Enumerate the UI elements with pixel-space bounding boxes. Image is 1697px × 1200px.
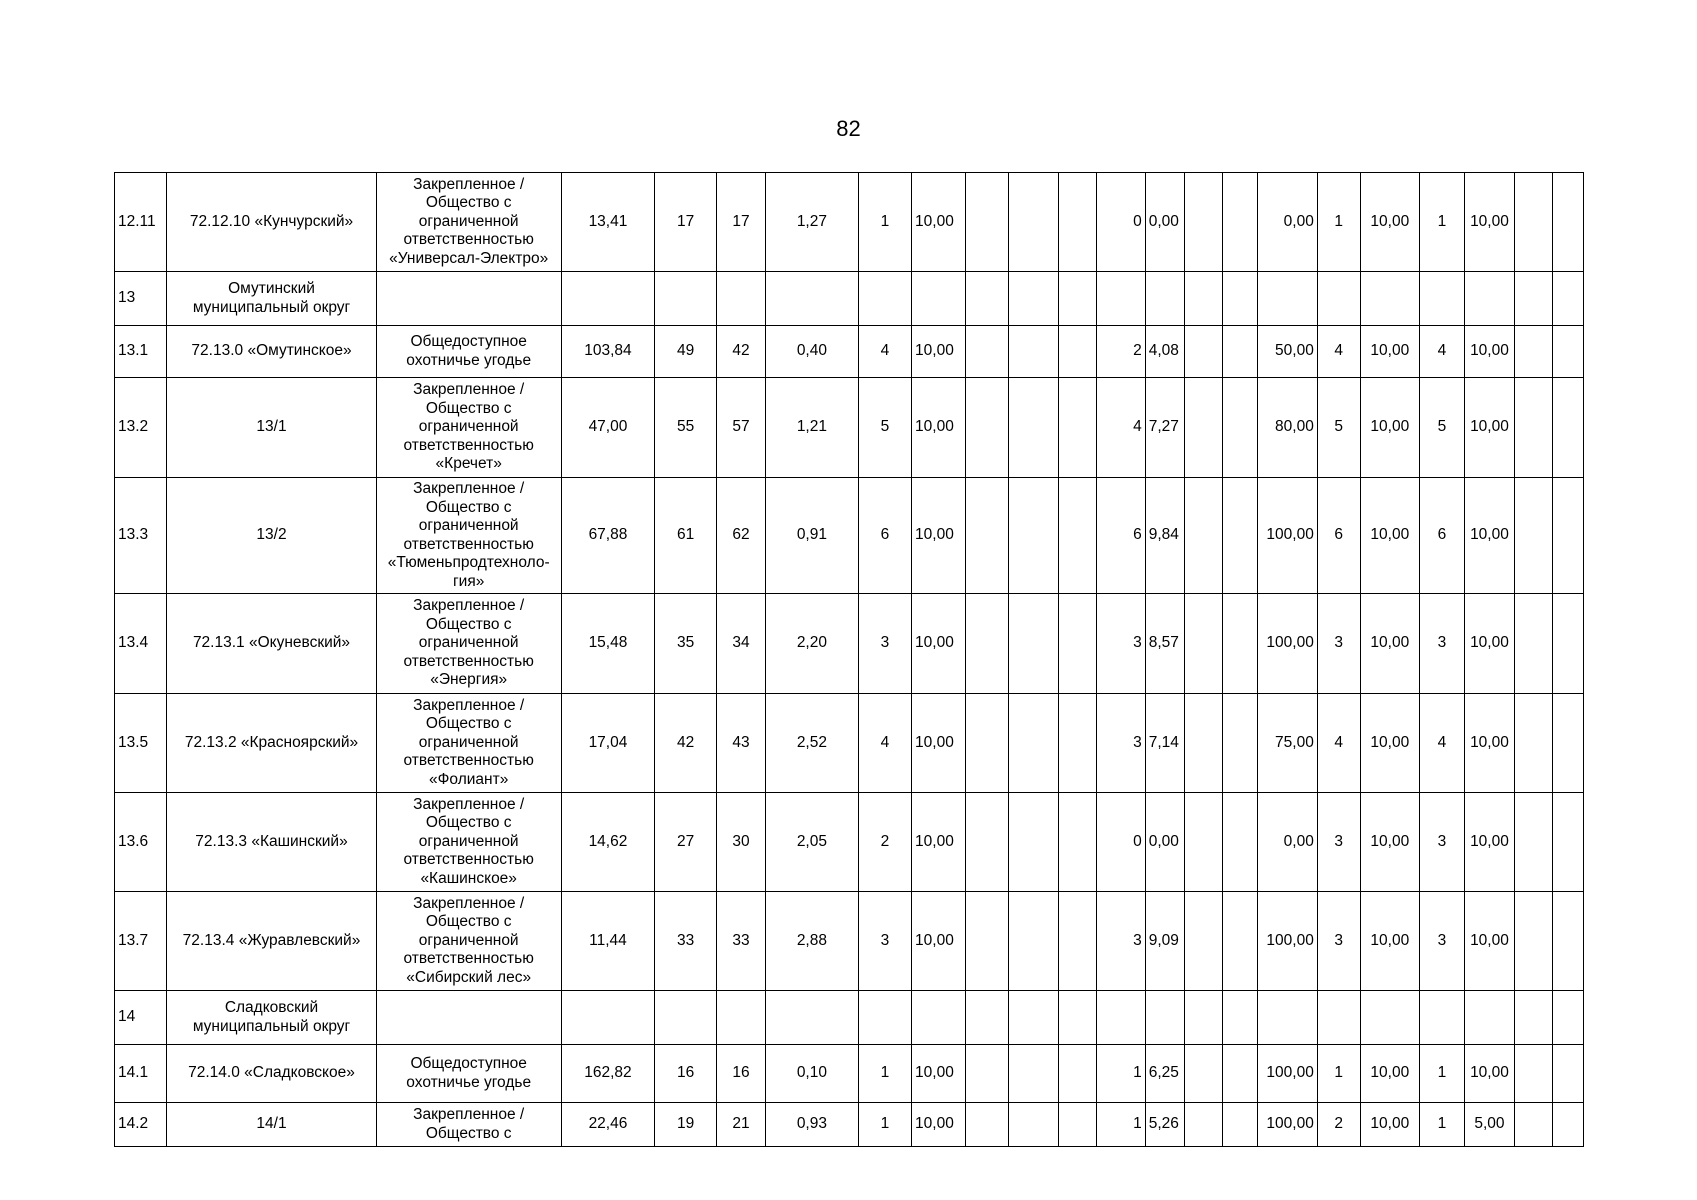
cell-used-pct: 100,00 (1258, 1045, 1317, 1103)
cell-category: Закрепленное / Общество с (376, 1103, 561, 1147)
cell-blank-3 (1059, 991, 1097, 1045)
cell-blank-6 (1515, 478, 1553, 594)
cell-area (561, 991, 655, 1045)
cell-area: 13,41 (561, 173, 655, 272)
cell-limit-b (1420, 991, 1465, 1045)
cell-issued: 3 (1096, 694, 1145, 793)
cell-num: 14.2 (115, 1103, 167, 1147)
cell-num: 13.1 (115, 326, 167, 378)
cell-blank-5 (1222, 694, 1257, 793)
cell-issued-pct: 7,14 (1145, 694, 1185, 793)
cell-blank-2 (1009, 793, 1059, 892)
cell-blank-5 (1222, 991, 1257, 1045)
cell-density: 0,40 (765, 326, 858, 378)
cell-quota-pct (912, 991, 966, 1045)
cell-blank-7 (1552, 378, 1583, 478)
cell-blank-6 (1515, 793, 1553, 892)
cell-limit-b: 3 (1420, 892, 1465, 991)
cell-used-pct: 0,00 (1258, 173, 1317, 272)
cell-used-pct: 100,00 (1258, 478, 1317, 594)
cell-limit-b: 5 (1420, 378, 1465, 478)
cell-quota-pct: 10,00 (912, 478, 966, 594)
cell-category: Закрепленное / Общество с ограниченной ответственностью «Фолиант» (376, 694, 561, 793)
cell-limit-b-pct: 10,00 (1464, 793, 1514, 892)
cell-blank-7 (1552, 1045, 1583, 1103)
cell-limit-a: 4 (1317, 694, 1360, 793)
cell-issued-pct (1145, 991, 1185, 1045)
cell-blank-7 (1552, 326, 1583, 378)
cell-count-b: 62 (716, 478, 765, 594)
cell-count-b: 30 (716, 793, 765, 892)
cell-area: 17,04 (561, 694, 655, 793)
table-row (115, 173, 1584, 272)
cell-issued-pct: 9,09 (1145, 892, 1185, 991)
cell-category (376, 991, 561, 1045)
cell-area-code: 72.13.2 «Красноярский» (167, 694, 377, 793)
cell-blank-2 (1009, 1045, 1059, 1103)
cell-blank-1 (966, 793, 1009, 892)
cell-limit-a-pct: 10,00 (1360, 1045, 1419, 1103)
cell-count-a: 42 (655, 694, 717, 793)
table-row (115, 1103, 1584, 1147)
cell-issued-pct: 0,00 (1145, 793, 1185, 892)
cell-limit-a-pct: 10,00 (1360, 892, 1419, 991)
data-table (114, 172, 1584, 1147)
cell-blank-6 (1515, 272, 1553, 326)
cell-issued-pct: 4,08 (1145, 326, 1185, 378)
cell-num: 13 (115, 272, 167, 326)
cell-count-a: 49 (655, 326, 717, 378)
table-row (115, 272, 1584, 326)
cell-count-a: 35 (655, 594, 717, 694)
cell-quota-pct: 10,00 (912, 694, 966, 793)
table-row (115, 326, 1584, 378)
cell-density: 2,05 (765, 793, 858, 892)
cell-blank-1 (966, 594, 1009, 694)
cell-category: Общедоступное охотничье угодье (376, 1045, 561, 1103)
cell-num: 13.4 (115, 594, 167, 694)
cell-num: 14 (115, 991, 167, 1045)
table-row (115, 594, 1584, 694)
cell-density: 2,20 (765, 594, 858, 694)
cell-area: 15,48 (561, 594, 655, 694)
cell-category: Закрепленное / Общество с ограниченной ответственностью «Универсал-Электро» (376, 173, 561, 272)
cell-blank-2 (1009, 694, 1059, 793)
cell-count-b: 16 (716, 1045, 765, 1103)
cell-quota-pct: 10,00 (912, 1045, 966, 1103)
table-row (115, 694, 1584, 793)
cell-blank-5 (1222, 272, 1257, 326)
cell-issued: 0 (1096, 173, 1145, 272)
cell-count-a (655, 991, 717, 1045)
cell-limit-b-pct: 10,00 (1464, 892, 1514, 991)
cell-blank-3 (1059, 892, 1097, 991)
cell-area (561, 272, 655, 326)
cell-blank-2 (1009, 326, 1059, 378)
cell-category: Общедоступное охотничье угодье (376, 326, 561, 378)
cell-blank-7 (1552, 173, 1583, 272)
cell-issued-pct: 8,57 (1145, 594, 1185, 694)
cell-blank-7 (1552, 694, 1583, 793)
cell-limit-a-pct: 10,00 (1360, 793, 1419, 892)
cell-count-a: 33 (655, 892, 717, 991)
cell-blank-1 (966, 892, 1009, 991)
cell-density: 0,93 (765, 1103, 858, 1147)
cell-limit-b: 3 (1420, 793, 1465, 892)
table-row (115, 892, 1584, 991)
cell-limit-a-pct: 10,00 (1360, 1103, 1419, 1147)
cell-blank-2 (1009, 991, 1059, 1045)
cell-limit-b: 1 (1420, 173, 1465, 272)
cell-limit-a-pct: 10,00 (1360, 173, 1419, 272)
cell-limit-b-pct: 10,00 (1464, 694, 1514, 793)
cell-count-b: 21 (716, 1103, 765, 1147)
cell-num: 14.1 (115, 1045, 167, 1103)
cell-blank-1 (966, 1045, 1009, 1103)
cell-count-a: 61 (655, 478, 717, 594)
cell-limit-b: 6 (1420, 478, 1465, 594)
cell-category: Закрепленное / Общество с ограниченной ответственностью «Энергия» (376, 594, 561, 694)
cell-num: 13.5 (115, 694, 167, 793)
table-row (115, 478, 1584, 594)
cell-blank-3 (1059, 478, 1097, 594)
cell-quota: 5 (858, 378, 911, 478)
cell-issued-pct (1145, 272, 1185, 326)
cell-area: 22,46 (561, 1103, 655, 1147)
cell-blank-2 (1009, 1103, 1059, 1147)
cell-limit-a: 6 (1317, 478, 1360, 594)
cell-blank-3 (1059, 173, 1097, 272)
cell-quota (858, 272, 911, 326)
cell-blank-4 (1185, 793, 1223, 892)
cell-quota: 1 (858, 1103, 911, 1147)
cell-quota-pct: 10,00 (912, 892, 966, 991)
cell-blank-1 (966, 1103, 1009, 1147)
cell-area-code: 13/1 (167, 378, 377, 478)
cell-blank-5 (1222, 173, 1257, 272)
cell-num: 12.11 (115, 173, 167, 272)
cell-quota: 2 (858, 793, 911, 892)
cell-area-code: 14/1 (167, 1103, 377, 1147)
cell-quota: 4 (858, 694, 911, 793)
cell-blank-3 (1059, 594, 1097, 694)
cell-quota: 4 (858, 326, 911, 378)
cell-blank-3 (1059, 272, 1097, 326)
cell-quota-pct: 10,00 (912, 1103, 966, 1147)
cell-quota: 3 (858, 594, 911, 694)
cell-limit-b-pct (1464, 991, 1514, 1045)
cell-limit-a: 2 (1317, 1103, 1360, 1147)
cell-blank-7 (1552, 272, 1583, 326)
cell-blank-4 (1185, 991, 1223, 1045)
cell-count-b: 33 (716, 892, 765, 991)
cell-category: Закрепленное / Общество с ограниченной ответственностью «Кречет» (376, 378, 561, 478)
cell-blank-4 (1185, 594, 1223, 694)
cell-limit-a-pct (1360, 272, 1419, 326)
cell-blank-1 (966, 478, 1009, 594)
cell-blank-2 (1009, 478, 1059, 594)
cell-limit-b-pct: 5,00 (1464, 1103, 1514, 1147)
cell-blank-2 (1009, 173, 1059, 272)
table-row (115, 991, 1584, 1045)
cell-density (765, 991, 858, 1045)
cell-area: 47,00 (561, 378, 655, 478)
cell-quota: 3 (858, 892, 911, 991)
cell-count-a: 55 (655, 378, 717, 478)
cell-used-pct: 80,00 (1258, 378, 1317, 478)
cell-blank-3 (1059, 694, 1097, 793)
table-row (115, 793, 1584, 892)
cell-issued-pct: 0,00 (1145, 173, 1185, 272)
cell-area-code: 72.13.1 «Окуневский» (167, 594, 377, 694)
cell-blank-1 (966, 173, 1009, 272)
cell-issued: 2 (1096, 326, 1145, 378)
cell-limit-a-pct: 10,00 (1360, 378, 1419, 478)
cell-count-a: 17 (655, 173, 717, 272)
cell-blank-4 (1185, 326, 1223, 378)
cell-blank-6 (1515, 1045, 1553, 1103)
cell-limit-b: 4 (1420, 326, 1465, 378)
cell-count-b: 57 (716, 378, 765, 478)
cell-area: 14,62 (561, 793, 655, 892)
cell-limit-b-pct: 10,00 (1464, 1045, 1514, 1103)
cell-used-pct: 75,00 (1258, 694, 1317, 793)
cell-blank-7 (1552, 478, 1583, 594)
cell-issued: 1 (1096, 1103, 1145, 1147)
cell-blank-1 (966, 991, 1009, 1045)
cell-blank-2 (1009, 272, 1059, 326)
cell-category: Закрепленное / Общество с ограниченной ответственностью «Сибирский лес» (376, 892, 561, 991)
cell-used-pct: 100,00 (1258, 1103, 1317, 1147)
cell-blank-6 (1515, 892, 1553, 991)
cell-density (765, 272, 858, 326)
cell-num: 13.2 (115, 378, 167, 478)
cell-num: 13.3 (115, 478, 167, 594)
cell-area-code: 72.13.0 «Омутинское» (167, 326, 377, 378)
cell-blank-4 (1185, 378, 1223, 478)
cell-category: Закрепленное / Общество с ограниченной ответственностью «Тюменьпродтехноло-гия» (376, 478, 561, 594)
cell-blank-4 (1185, 892, 1223, 991)
cell-limit-b: 1 (1420, 1045, 1465, 1103)
cell-used-pct (1258, 991, 1317, 1045)
cell-count-b (716, 991, 765, 1045)
cell-used-pct: 50,00 (1258, 326, 1317, 378)
cell-limit-a-pct: 10,00 (1360, 594, 1419, 694)
cell-count-b: 42 (716, 326, 765, 378)
cell-used-pct: 0,00 (1258, 793, 1317, 892)
cell-limit-a (1317, 991, 1360, 1045)
cell-density: 2,88 (765, 892, 858, 991)
cell-area-code: 72.13.3 «Кашинский» (167, 793, 377, 892)
cell-density: 1,21 (765, 378, 858, 478)
cell-count-b: 17 (716, 173, 765, 272)
cell-count-b (716, 272, 765, 326)
cell-blank-1 (966, 378, 1009, 478)
cell-blank-6 (1515, 694, 1553, 793)
table-row (115, 378, 1584, 478)
cell-count-a: 16 (655, 1045, 717, 1103)
cell-quota-pct: 10,00 (912, 378, 966, 478)
cell-quota-pct: 10,00 (912, 326, 966, 378)
cell-blank-5 (1222, 1045, 1257, 1103)
cell-area: 11,44 (561, 892, 655, 991)
cell-limit-b-pct: 10,00 (1464, 378, 1514, 478)
cell-blank-2 (1009, 378, 1059, 478)
cell-limit-a: 3 (1317, 892, 1360, 991)
cell-used-pct: 100,00 (1258, 892, 1317, 991)
cell-area: 103,84 (561, 326, 655, 378)
cell-area-code: Сладковский муниципальный округ (167, 991, 377, 1045)
cell-blank-5 (1222, 594, 1257, 694)
cell-blank-3 (1059, 378, 1097, 478)
cell-quota-pct (912, 272, 966, 326)
cell-blank-4 (1185, 694, 1223, 793)
cell-area-code: 72.14.0 «Сладковское» (167, 1045, 377, 1103)
cell-category: Закрепленное / Общество с ограниченной ответственностью «Кашинское» (376, 793, 561, 892)
cell-limit-b-pct: 10,00 (1464, 594, 1514, 694)
cell-area-code: 72.13.4 «Журавлевский» (167, 892, 377, 991)
cell-blank-5 (1222, 326, 1257, 378)
cell-blank-5 (1222, 1103, 1257, 1147)
cell-area-code: 72.12.10 «Кунчурский» (167, 173, 377, 272)
cell-issued: 4 (1096, 378, 1145, 478)
cell-issued: 0 (1096, 793, 1145, 892)
cell-blank-3 (1059, 326, 1097, 378)
cell-limit-a: 3 (1317, 793, 1360, 892)
cell-issued: 1 (1096, 1045, 1145, 1103)
cell-blank-4 (1185, 478, 1223, 594)
cell-count-b: 43 (716, 694, 765, 793)
cell-blank-2 (1009, 594, 1059, 694)
cell-blank-1 (966, 326, 1009, 378)
cell-area: 67,88 (561, 478, 655, 594)
cell-quota: 1 (858, 1045, 911, 1103)
cell-limit-b (1420, 272, 1465, 326)
cell-quota-pct: 10,00 (912, 173, 966, 272)
cell-limit-a: 4 (1317, 326, 1360, 378)
cell-blank-6 (1515, 326, 1553, 378)
cell-blank-6 (1515, 1103, 1553, 1147)
cell-limit-a: 5 (1317, 378, 1360, 478)
cell-count-a (655, 272, 717, 326)
cell-issued: 3 (1096, 594, 1145, 694)
cell-density: 0,91 (765, 478, 858, 594)
cell-issued (1096, 991, 1145, 1045)
cell-limit-b: 4 (1420, 694, 1465, 793)
cell-blank-5 (1222, 793, 1257, 892)
cell-density: 2,52 (765, 694, 858, 793)
cell-density: 0,10 (765, 1045, 858, 1103)
cell-blank-6 (1515, 991, 1553, 1045)
cell-limit-a (1317, 272, 1360, 326)
cell-issued: 3 (1096, 892, 1145, 991)
cell-num: 13.7 (115, 892, 167, 991)
cell-blank-4 (1185, 272, 1223, 326)
cell-count-b: 34 (716, 594, 765, 694)
cell-blank-6 (1515, 378, 1553, 478)
cell-num: 13.6 (115, 793, 167, 892)
cell-quota-pct: 10,00 (912, 594, 966, 694)
cell-blank-5 (1222, 378, 1257, 478)
cell-limit-b: 3 (1420, 594, 1465, 694)
cell-quota-pct: 10,00 (912, 793, 966, 892)
cell-blank-3 (1059, 793, 1097, 892)
cell-issued: 6 (1096, 478, 1145, 594)
cell-blank-7 (1552, 991, 1583, 1045)
cell-area: 162,82 (561, 1045, 655, 1103)
cell-quota (858, 991, 911, 1045)
cell-limit-a-pct: 10,00 (1360, 478, 1419, 594)
cell-quota: 1 (858, 173, 911, 272)
cell-category (376, 272, 561, 326)
cell-blank-1 (966, 694, 1009, 793)
cell-blank-2 (1009, 892, 1059, 991)
cell-blank-4 (1185, 1045, 1223, 1103)
cell-limit-b-pct: 10,00 (1464, 326, 1514, 378)
cell-area-code: 13/2 (167, 478, 377, 594)
cell-blank-7 (1552, 594, 1583, 694)
cell-limit-b-pct: 10,00 (1464, 478, 1514, 594)
cell-density: 1,27 (765, 173, 858, 272)
cell-blank-1 (966, 272, 1009, 326)
cell-blank-4 (1185, 1103, 1223, 1147)
cell-blank-3 (1059, 1045, 1097, 1103)
table-row (115, 1045, 1584, 1103)
cell-used-pct: 100,00 (1258, 594, 1317, 694)
cell-used-pct (1258, 272, 1317, 326)
cell-limit-b-pct (1464, 272, 1514, 326)
cell-blank-6 (1515, 594, 1553, 694)
cell-limit-b: 1 (1420, 1103, 1465, 1147)
cell-issued-pct: 9,84 (1145, 478, 1185, 594)
cell-count-a: 27 (655, 793, 717, 892)
cell-blank-7 (1552, 892, 1583, 991)
cell-limit-a: 1 (1317, 173, 1360, 272)
cell-blank-3 (1059, 1103, 1097, 1147)
page-number: 82 (836, 116, 861, 141)
cell-area-code: Омутинский муниципальный округ (167, 272, 377, 326)
cell-limit-a-pct (1360, 991, 1419, 1045)
cell-blank-5 (1222, 892, 1257, 991)
cell-limit-a-pct: 10,00 (1360, 326, 1419, 378)
cell-issued (1096, 272, 1145, 326)
cell-quota: 6 (858, 478, 911, 594)
cell-limit-a: 3 (1317, 594, 1360, 694)
cell-blank-4 (1185, 173, 1223, 272)
cell-issued-pct: 5,26 (1145, 1103, 1185, 1147)
cell-limit-a: 1 (1317, 1045, 1360, 1103)
cell-blank-7 (1552, 793, 1583, 892)
cell-blank-5 (1222, 478, 1257, 594)
cell-issued-pct: 6,25 (1145, 1045, 1185, 1103)
cell-count-a: 19 (655, 1103, 717, 1147)
cell-limit-b-pct: 10,00 (1464, 173, 1514, 272)
cell-blank-6 (1515, 173, 1553, 272)
cell-issued-pct: 7,27 (1145, 378, 1185, 478)
cell-limit-a-pct: 10,00 (1360, 694, 1419, 793)
cell-blank-7 (1552, 1103, 1583, 1147)
